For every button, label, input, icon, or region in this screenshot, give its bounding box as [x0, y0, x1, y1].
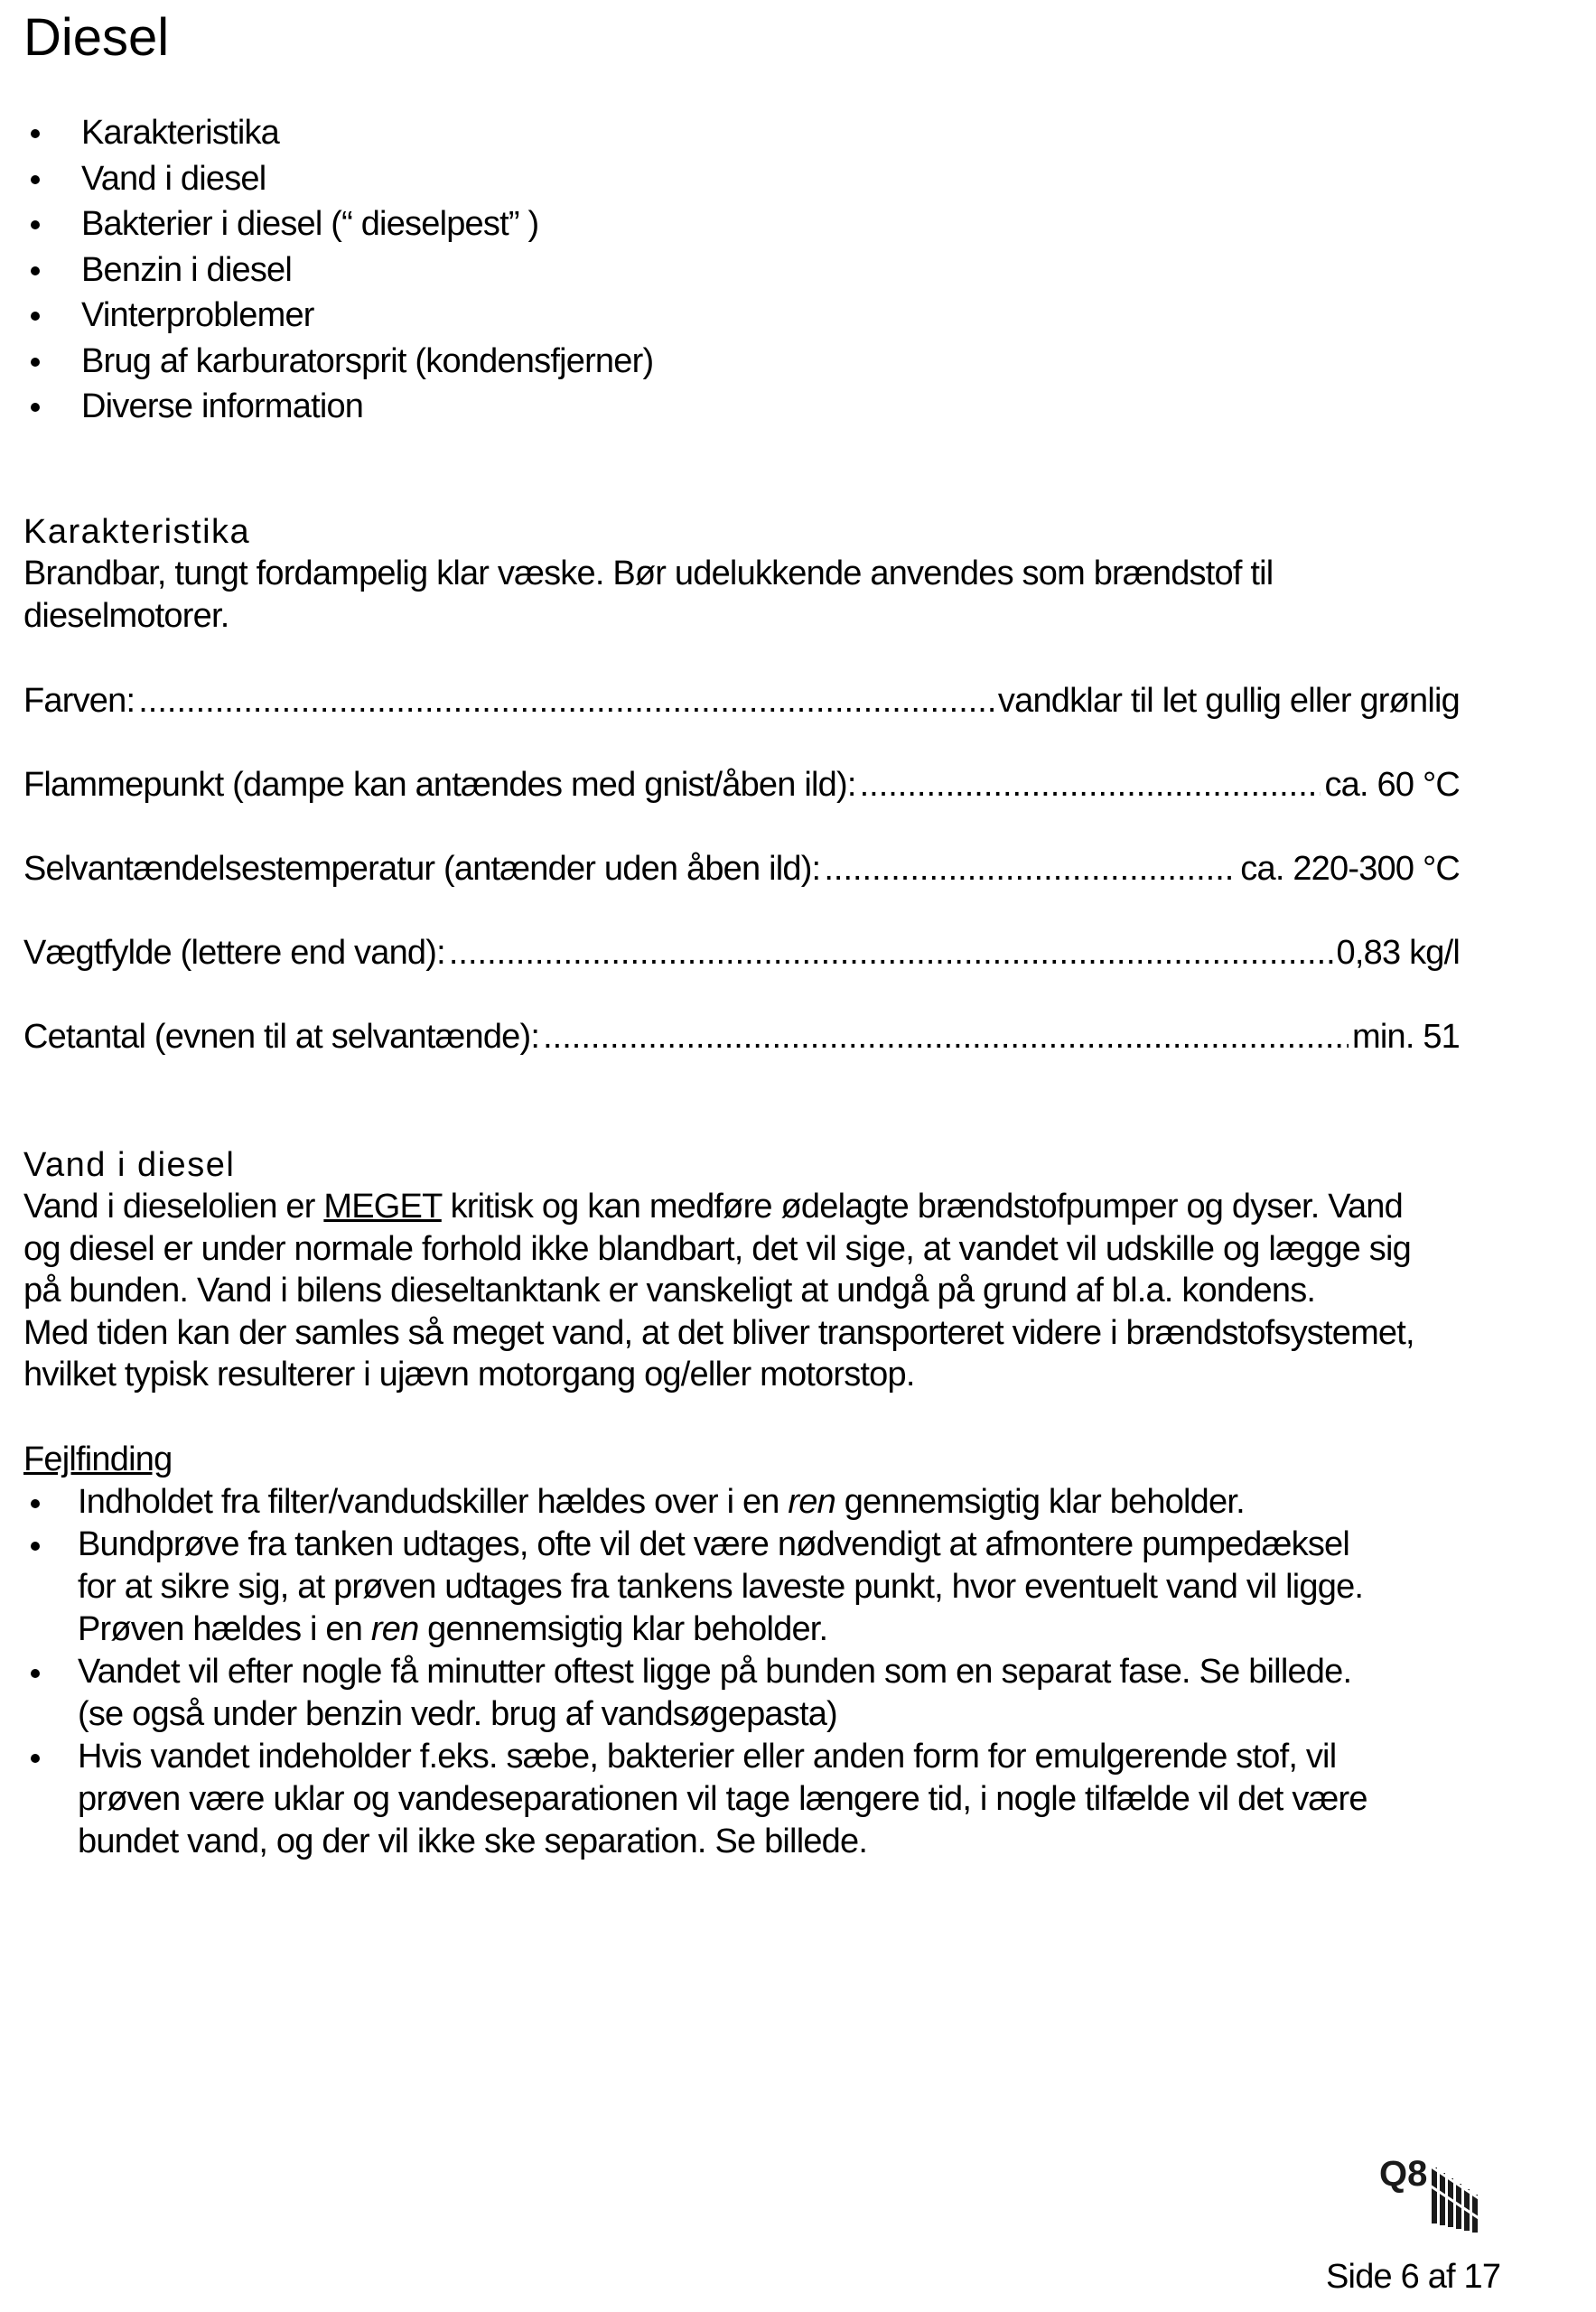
toc-item: Diverse information — [23, 384, 653, 430]
emphasis-italic: ren — [370, 1610, 419, 1648]
text-line: bundet vand, og der vil ikke ske separation. Se billede. — [78, 1823, 868, 1860]
spec-row-flammepunkt — [23, 764, 1460, 806]
spec-value: min. 51 — [1351, 1018, 1460, 1056]
dot-leader — [449, 932, 1333, 974]
text-line — [78, 1608, 1541, 1651]
text-line: Vandet vil efter nogle få minutter oftest ligge på bunden som en separat fase. Se billede. — [78, 1653, 1352, 1691]
spec-value: ca. 220-300 °C — [1240, 850, 1460, 888]
spec-label: Vægtfylde (lettere end vand): — [23, 934, 445, 972]
text-line: dieselmotorer. — [23, 596, 229, 635]
text-line: prøven være uklar og vandeseparationen vil tage længere tid, i nogle tilfælde vil det være — [78, 1780, 1367, 1818]
spec-row-farve — [23, 680, 1460, 722]
emphasis-underline: MEGET — [323, 1188, 442, 1226]
spec-value: vandklar til let gullig eller grønlig — [997, 682, 1460, 720]
text-line: Hvis vandet indeholder f.eks. sæbe, bakterier eller anden form for emulgerende stof, vil — [78, 1738, 1337, 1776]
text-line: Bundprøve fra tanken udtages, ofte vil det være nødvendigt at afmontere pumpedæksel — [78, 1525, 1349, 1563]
emphasis-italic: ren — [788, 1483, 835, 1521]
text-line: hvilket typisk resulterer i ujævn motorgang og/eller motorstop. — [23, 1356, 915, 1394]
section-heading-fejlfinding: Fejlfinding — [23, 1440, 173, 1478]
dot-leader — [543, 1016, 1349, 1058]
text-fragment: Indholdet fra filter/vandudskiller hældes over i en — [78, 1483, 779, 1521]
text-line: Med tiden kan der samles så meget vand, at det bliver transporteret videre i brændstofsystemet, — [23, 1313, 1414, 1352]
toc-item: Brug af karburatorsprit (kondensfjerner) — [23, 339, 653, 385]
dot-leader — [860, 764, 1321, 806]
karakteristika-text — [23, 553, 1559, 637]
text-line: for at sikre sig, at prøven udtages fra tankens laveste punkt, hvor eventuelt vand vil ligge. — [78, 1568, 1364, 1606]
text-fragment: kritisk og kan medføre ødelagte brændstofpumper og dyser. Vand — [450, 1188, 1403, 1226]
text-line: (se også under benzin vedr. brug af vandsøgepasta) — [78, 1695, 837, 1733]
text-fragment: gennemsigtig klar beholder. — [844, 1483, 1245, 1521]
text-line: og diesel er under normale forhold ikke blandbart, det vil sige, at vandet vil udskille og lægge sig — [23, 1229, 1411, 1268]
toc-item: Vand i diesel — [23, 156, 653, 202]
text-fragment: Prøven hældes i en — [78, 1610, 363, 1648]
table-of-contents — [23, 110, 653, 430]
page-number: Side 6 af 17 — [1326, 2258, 1501, 2296]
toc-item: Benzin i diesel — [23, 247, 653, 294]
vand-text — [23, 1186, 1559, 1396]
spec-label: Selvantændelsestemperatur (antænder uden åben ild): — [23, 850, 821, 888]
dot-leader — [824, 848, 1237, 890]
toc-item: Karakteristika — [23, 110, 653, 156]
toc-item: Vinterproblemer — [23, 293, 653, 339]
logo-sails — [1430, 2166, 1484, 2233]
page-title: Diesel — [23, 8, 170, 67]
text-fragment: gennemsigtig klar beholder. — [427, 1610, 828, 1648]
text-fragment: Vand i dieselolien er — [23, 1188, 315, 1226]
text-line: Brandbar, tungt fordampelig klar væske. Bør udelukkende anvendes som brændstof til — [23, 555, 1274, 592]
q8-logo-icon — [1377, 2149, 1490, 2235]
section-heading-karakteristika: Karakteristika — [23, 513, 251, 551]
spec-label: Flammepunkt (dampe kan antændes med gnist/åben ild): — [23, 766, 856, 804]
list-item — [23, 1524, 1541, 1651]
spec-value: 0,83 kg/l — [1336, 934, 1460, 972]
spec-label: Farven: — [23, 682, 135, 720]
spec-row-selvantaendelse — [23, 848, 1460, 890]
section-heading-vand: Vand i diesel — [23, 1146, 236, 1184]
list-item — [23, 1481, 1541, 1524]
spec-row-cetantal — [23, 1016, 1460, 1058]
spec-label: Cetantal (evnen til at selvantænde): — [23, 1018, 540, 1056]
logo-text: Q8 — [1379, 2154, 1428, 2194]
fejlfinding-list — [23, 1481, 1541, 1863]
text-line: på bunden. Vand i bilens dieseltanktank er vanskeligt at undgå på grund af bl.a. kondens. — [23, 1272, 1316, 1310]
text-line — [78, 1481, 1541, 1524]
text-line — [23, 1186, 1559, 1228]
toc-item: Bakterier i diesel (“ dieselpest” ) — [23, 201, 653, 247]
list-item — [23, 1651, 1541, 1736]
spec-value: ca. 60 °C — [1324, 766, 1460, 804]
spec-row-vaegtfylde — [23, 932, 1460, 974]
dot-leader — [138, 680, 994, 722]
list-item — [23, 1736, 1541, 1863]
